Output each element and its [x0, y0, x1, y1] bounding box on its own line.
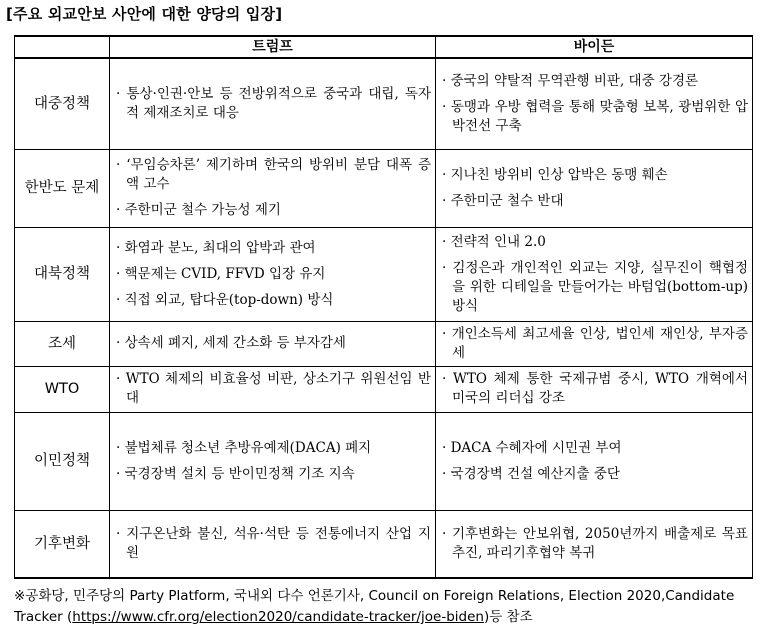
table-row: [15, 366, 753, 412]
list-item: · 개인소득세 최고세율 인상, 법인세 재인상, 부자증세: [440, 325, 748, 363]
source-footnote: [14, 586, 754, 628]
row-category: 기후변화: [15, 510, 110, 578]
trump-cell: [110, 149, 436, 227]
row-category: 이민정책: [15, 412, 110, 510]
biden-cell: [436, 366, 753, 412]
table-row: [15, 510, 753, 578]
list-item: · 주한미군 철수 반대: [440, 192, 748, 211]
biden-cell: [436, 58, 753, 149]
trump-cell: [110, 366, 436, 412]
list-item: · 국경장벽 설치 등 반이민정책 기조 지속: [114, 465, 431, 484]
list-item: · 핵문제는 CVID, FFVD 입장 유지: [114, 265, 431, 284]
table-row: [15, 58, 753, 149]
biden-cell: [436, 412, 753, 510]
table-header-row: [15, 36, 753, 58]
trump-cell: [110, 412, 436, 510]
list-item: · 국경장벽 건설 예산지출 중단: [440, 465, 748, 484]
footnote-link[interactable]: https://www.cfr.org/election2020/candidate-tracker/joe-biden: [72, 609, 484, 625]
biden-cell: [436, 510, 753, 578]
list-item: · 지구온난화 불신, 석유·석탄 등 전통에너지 산업 지원: [114, 525, 431, 563]
list-item: · 김정은과 개인적인 외교는 지양, 실무진이 핵협정을 위한 디테일을 만들어가는 바텀업(bottom-up) 방식: [440, 259, 748, 316]
biden-cell: [436, 149, 753, 227]
trump-cell: [110, 321, 436, 366]
table-row: [15, 227, 753, 321]
header-biden: 바이든: [436, 36, 753, 58]
header-category: [15, 36, 110, 58]
list-item: · WTO 체제 통한 국제규범 중시, WTO 개혁에서 미국의 리더십 강조: [440, 370, 748, 408]
row-category: 한반도 문제: [15, 149, 110, 227]
list-item: · 화염과 분노, 최대의 압박과 관여: [114, 239, 431, 258]
list-item: · 상속세 폐지, 세제 간소화 등 부자감세: [114, 334, 431, 353]
footnote-text: ※공화당, 민주당의 Party Platform, 국내외 다수 언론기사, Council on Foreign Relations, Election 2020,Candidate Tracker (: [14, 588, 735, 625]
row-category: WTO: [15, 366, 110, 412]
trump-cell: [110, 227, 436, 321]
row-category: 조세: [15, 321, 110, 366]
trump-cell: [110, 510, 436, 578]
policy-comparison-table: [14, 35, 753, 579]
list-item: · 불법체류 청소년 추방유예제(DACA) 폐지: [114, 439, 431, 458]
biden-cell: [436, 227, 753, 321]
table-row: [15, 321, 753, 366]
trump-cell: [110, 58, 436, 149]
list-item: · WTO 체제의 비효율성 비판, 상소기구 위원선임 반대: [114, 370, 431, 408]
biden-cell: [436, 321, 753, 366]
header-trump: 트럼프: [110, 36, 436, 58]
list-item: · 전략적 인내 2.0: [440, 233, 748, 252]
table-row: [15, 412, 753, 510]
document-title: [주요 외교안보 사안에 대한 양당의 입장]: [6, 5, 283, 23]
list-item: · 중국의 약탈적 무역관행 비판, 대중 강경론: [440, 72, 748, 91]
list-item: · 지나친 방위비 인상 압박은 동맹 훼손: [440, 166, 748, 185]
list-item: · 주한미군 철수 가능성 제기: [114, 201, 431, 220]
list-item: · 직접 외교, 탑다운(top-down) 방식: [114, 291, 431, 310]
row-category: 대북정책: [15, 227, 110, 321]
list-item: · 통상·인권·안보 등 전방위적으로 중국과 대립, 독자적 제재조치로 대응: [114, 85, 431, 123]
list-item: · 동맹과 우방 협력을 통해 맞춤형 보복, 광범위한 압박전선 구축: [440, 98, 748, 136]
list-item: · ‘무임승차론’ 제기하며 한국의 방위비 분담 대폭 증액 고수: [114, 156, 431, 194]
footnote-suffix: )등 참조: [483, 609, 533, 625]
table-row: [15, 149, 753, 227]
list-item: · 기후변화는 안보위협, 2050년까지 배출제로 목표 추진, 파리기후협약 복귀: [440, 525, 748, 563]
row-category: 대중정책: [15, 58, 110, 149]
list-item: · DACA 수혜자에 시민권 부여: [440, 439, 748, 458]
